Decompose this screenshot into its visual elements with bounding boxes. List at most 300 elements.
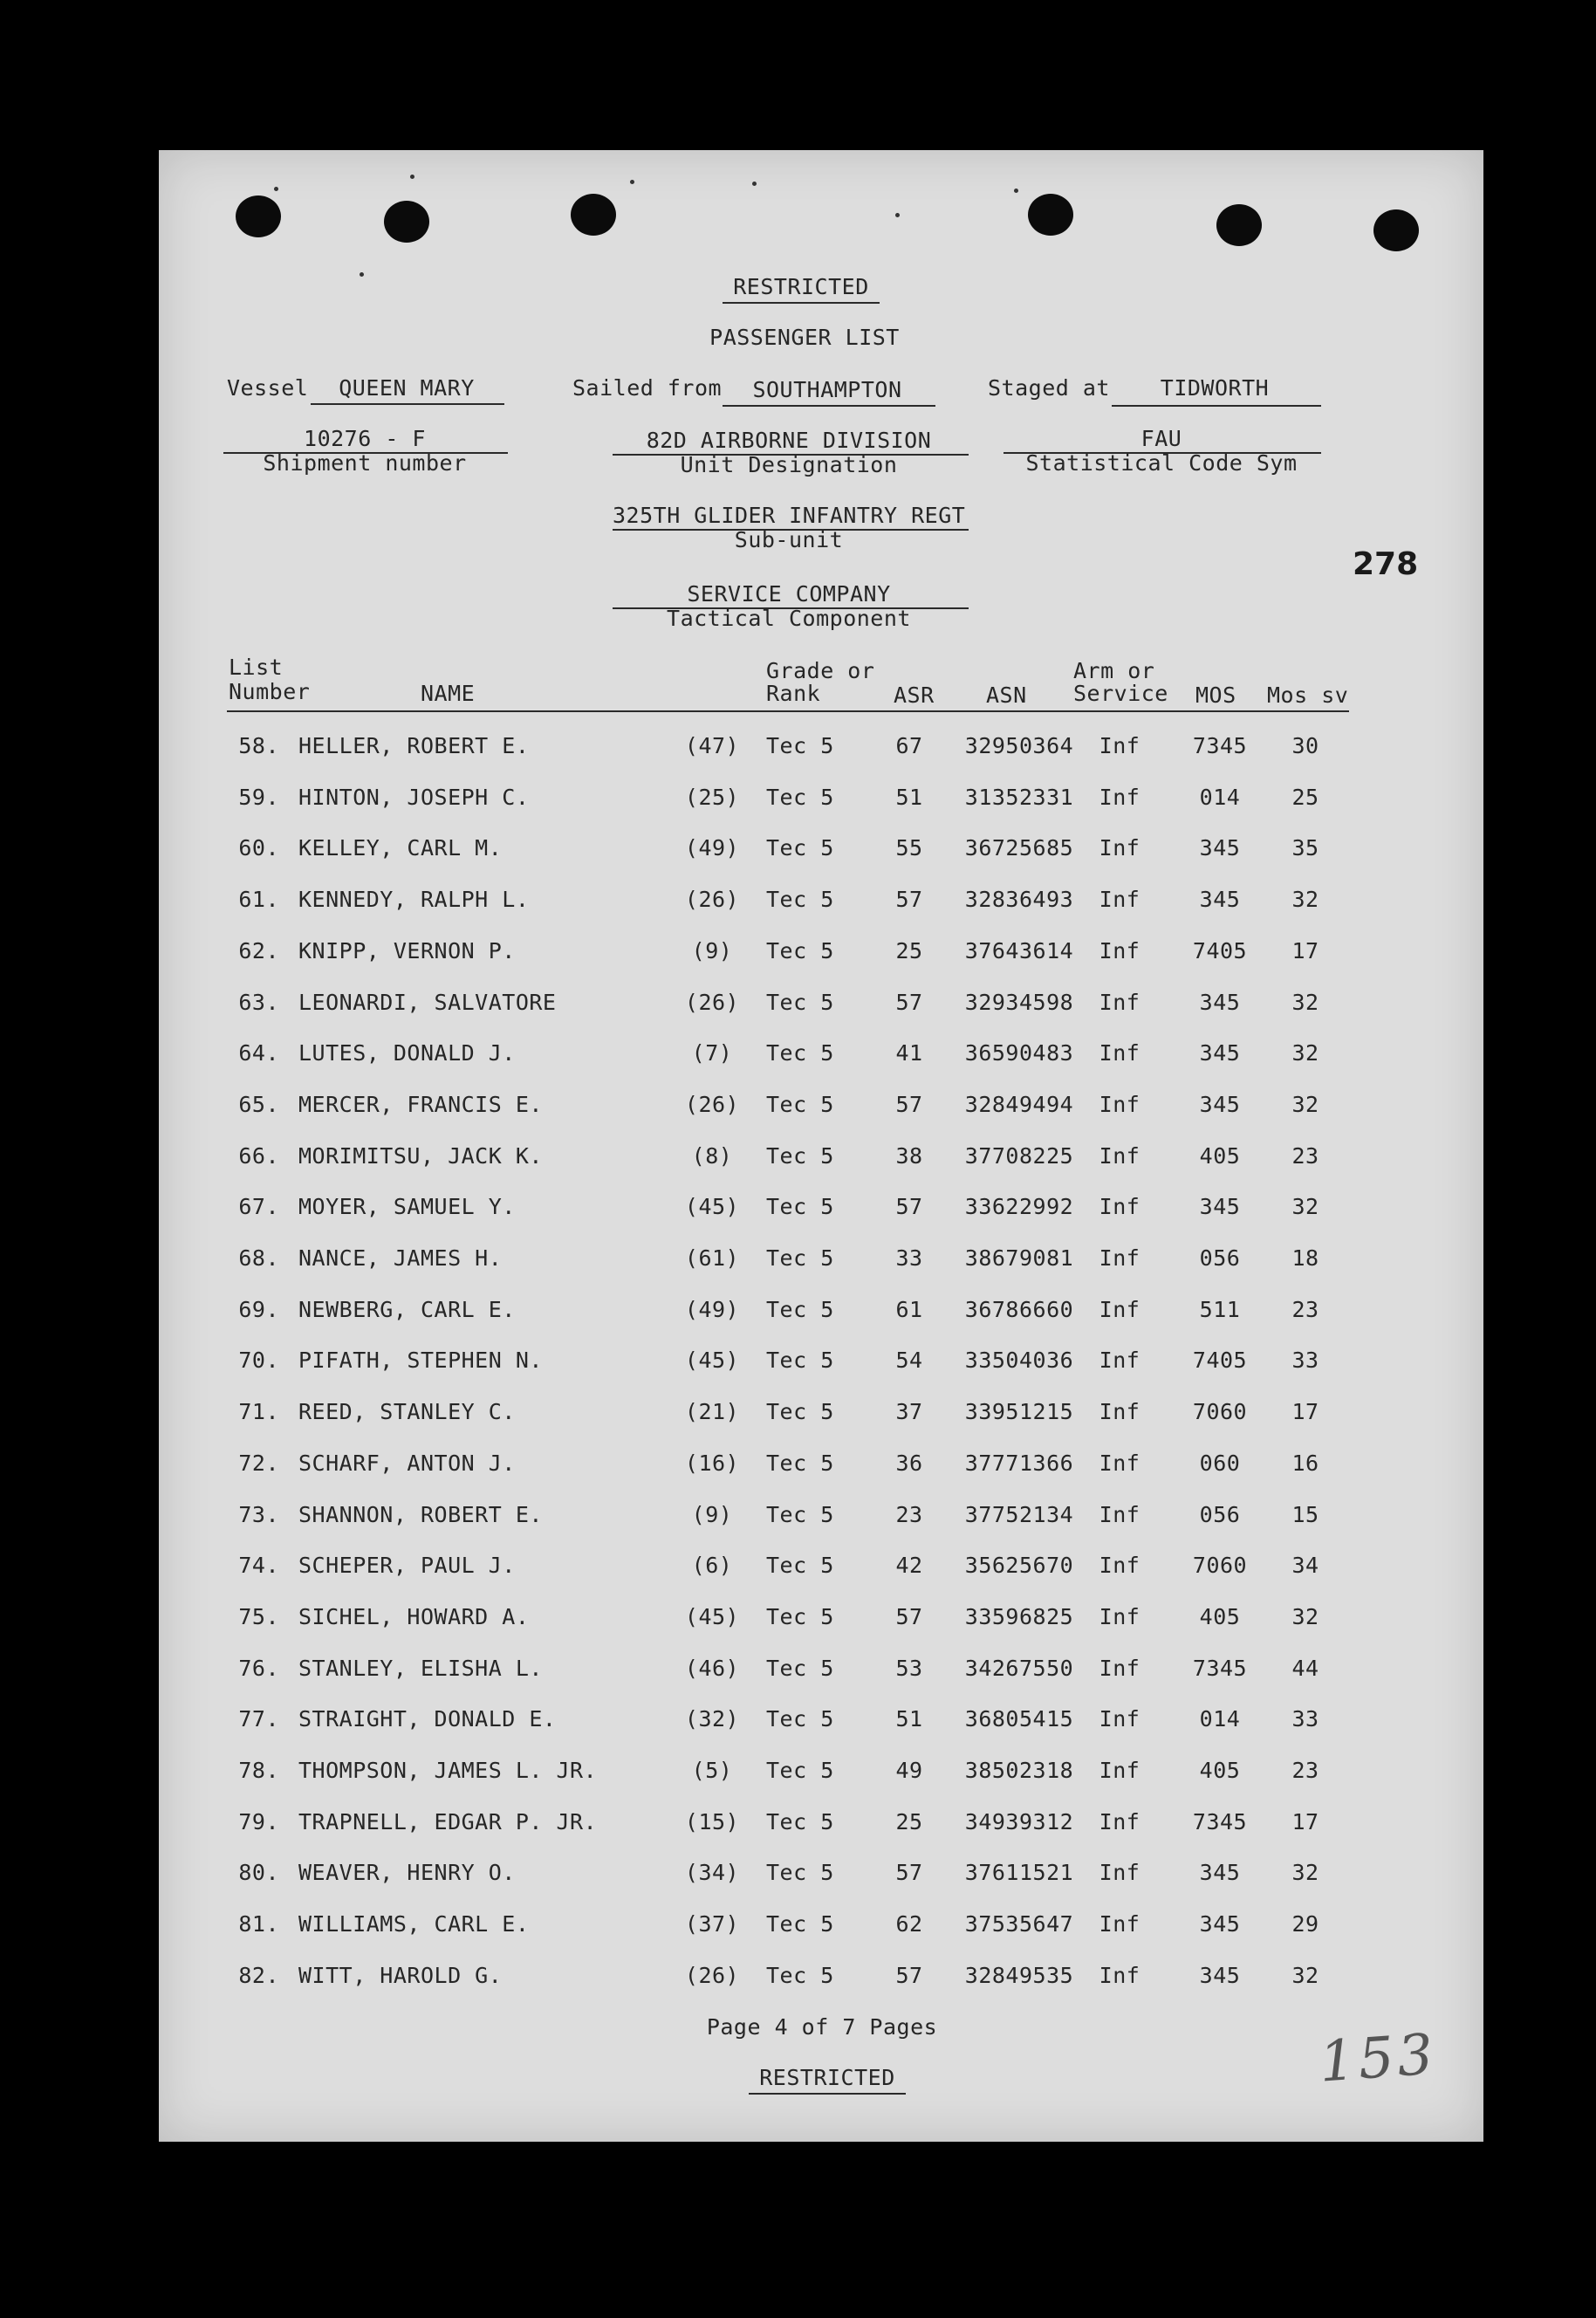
speck: [360, 272, 364, 277]
table-row: [159, 835, 1483, 886]
passenger-name: KELLEY, CARL M.: [298, 835, 503, 861]
punch-hole: [1028, 194, 1073, 236]
arm-service: Inf: [1099, 1348, 1140, 1374]
vessel-underline: [311, 403, 504, 405]
punch-hole: [1373, 209, 1419, 251]
unit-label: Unit Designation: [680, 452, 898, 477]
asr-score: 62: [895, 1911, 923, 1937]
grade-rank: Tec 5: [766, 1655, 834, 1681]
handwritten-number: 153: [1317, 2022, 1439, 2095]
mos-code: 7345: [1192, 1655, 1248, 1681]
mos-sv: 17: [1291, 937, 1319, 964]
shipment-label: Shipment number: [263, 450, 467, 476]
asr-score: 57: [895, 1962, 923, 1988]
table-row: [159, 1143, 1483, 1194]
arm-service: Inf: [1099, 1142, 1140, 1169]
asn-number: 33951215: [964, 1399, 1074, 1425]
mos-code: 405: [1199, 1758, 1241, 1783]
col-list: List: [229, 655, 284, 680]
list-number: 74.: [238, 1553, 279, 1579]
grade-rank: Tec 5: [766, 1296, 834, 1322]
table-row: [159, 1860, 1483, 1910]
mos-sv: 35: [1291, 835, 1319, 861]
passenger-name: STANLEY, ELISHA L.: [298, 1655, 543, 1681]
arm-service: Inf: [1099, 784, 1140, 810]
asn-number: 34267550: [964, 1655, 1074, 1681]
arm-service: Inf: [1099, 1706, 1140, 1732]
age-code: (37): [684, 1911, 740, 1937]
asr-score: 67: [895, 733, 923, 758]
statistical-code: FAU: [1140, 426, 1182, 451]
col-mos: MOS: [1195, 682, 1236, 708]
table-row: [159, 1194, 1483, 1245]
component-label: Tactical Component: [667, 606, 911, 631]
arm-service: Inf: [1099, 989, 1140, 1015]
col-asr: ASR: [894, 682, 935, 708]
page-title: PASSENGER LIST: [709, 325, 900, 350]
mos-code: 7405: [1192, 937, 1248, 964]
grade-rank: Tec 5: [766, 1399, 834, 1425]
grade-rank: Tec 5: [766, 1911, 834, 1937]
arm-service: Inf: [1099, 1860, 1140, 1886]
passenger-name: SHANNON, ROBERT E.: [298, 1501, 543, 1527]
asr-score: 36: [895, 1450, 923, 1476]
list-number: 62.: [238, 937, 279, 964]
table-row: [159, 1092, 1483, 1142]
mos-sv: 23: [1291, 1296, 1319, 1322]
mos-code: 060: [1199, 1450, 1241, 1476]
passenger-name: THOMPSON, JAMES L. JR.: [298, 1758, 598, 1783]
asn-number: 33596825: [964, 1603, 1074, 1629]
age-code: (6): [691, 1553, 733, 1579]
arm-service: Inf: [1099, 937, 1140, 964]
passenger-name: HELLER, ROBERT E.: [298, 733, 530, 758]
passenger-name: SICHEL, HOWARD A.: [298, 1603, 530, 1629]
asn-number: 37708225: [964, 1142, 1074, 1169]
asr-score: 38: [895, 1142, 923, 1169]
grade-rank: Tec 5: [766, 989, 834, 1015]
table-row: [159, 990, 1483, 1040]
list-number: 77.: [238, 1706, 279, 1732]
header-underline: [723, 302, 880, 304]
mos-sv: 29: [1291, 1911, 1319, 1937]
mos-sv: 32: [1291, 1860, 1319, 1886]
age-code: (26): [684, 1091, 740, 1117]
arm-service: Inf: [1099, 733, 1140, 758]
mos-code: 405: [1199, 1142, 1241, 1169]
passenger-name: WEAVER, HENRY O.: [298, 1860, 516, 1886]
arm-service: Inf: [1099, 1040, 1140, 1066]
col-rank: Rank: [766, 681, 821, 706]
age-code: (7): [691, 1040, 733, 1066]
mos-code: 345: [1199, 1911, 1241, 1937]
mos-code: 345: [1199, 1962, 1241, 1988]
grade-rank: Tec 5: [766, 1348, 834, 1374]
asn-number: 36725685: [964, 835, 1074, 861]
passenger-name: NEWBERG, CARL E.: [298, 1296, 516, 1322]
shipment-number: 10276 - F: [304, 426, 426, 451]
asn-number: 33504036: [964, 1348, 1074, 1374]
mos-sv: 17: [1291, 1808, 1319, 1835]
asr-score: 57: [895, 1860, 923, 1886]
asr-score: 57: [895, 1603, 923, 1629]
mos-sv: 15: [1291, 1501, 1319, 1527]
asn-number: 34939312: [964, 1808, 1074, 1835]
asn-number: 32836493: [964, 887, 1074, 913]
asn-number: 37752134: [964, 1501, 1074, 1527]
stamp-number: 278: [1353, 546, 1419, 582]
restricted-footer: RESTRICTED: [759, 2065, 895, 2090]
age-code: (16): [684, 1450, 740, 1476]
asr-score: 54: [895, 1348, 923, 1374]
list-number: 71.: [238, 1399, 279, 1425]
arm-service: Inf: [1099, 1091, 1140, 1117]
age-code: (45): [684, 1348, 740, 1374]
mos-sv: 30: [1291, 733, 1319, 758]
arm-service: Inf: [1099, 1911, 1140, 1937]
mos-sv: 32: [1291, 1040, 1319, 1066]
passenger-name: PIFATH, STEPHEN N.: [298, 1348, 543, 1374]
grade-rank: Tec 5: [766, 835, 834, 861]
grade-rank: Tec 5: [766, 1808, 834, 1835]
table-row: [159, 1963, 1483, 2013]
arm-service: Inf: [1099, 1962, 1140, 1988]
mos-sv: 32: [1291, 1962, 1319, 1988]
mos-code: 7405: [1192, 1348, 1248, 1374]
speck: [752, 182, 757, 186]
mos-code: 345: [1199, 1194, 1241, 1220]
age-code: (5): [691, 1758, 733, 1783]
passenger-name: SCHEPER, PAUL J.: [298, 1553, 516, 1579]
mos-code: 345: [1199, 1860, 1241, 1886]
col-asn: ASN: [986, 682, 1027, 708]
age-code: (49): [684, 835, 740, 861]
asn-number: 33622992: [964, 1194, 1074, 1220]
asr-score: 61: [895, 1296, 923, 1322]
asr-score: 25: [895, 1808, 923, 1835]
asn-number: 32849535: [964, 1962, 1074, 1988]
table-row: [159, 1297, 1483, 1348]
age-code: (45): [684, 1194, 740, 1220]
list-number: 79.: [238, 1808, 279, 1835]
vessel-label: Vessel: [227, 375, 309, 401]
table-row: [159, 1758, 1483, 1808]
grade-rank: Tec 5: [766, 1450, 834, 1476]
list-number: 81.: [238, 1911, 279, 1937]
asr-score: 23: [895, 1501, 923, 1527]
list-number: 61.: [238, 887, 279, 913]
sailed-label: Sailed from: [572, 375, 723, 401]
table-row: [159, 1502, 1483, 1553]
speck: [274, 187, 278, 191]
arm-service: Inf: [1099, 1808, 1140, 1835]
asr-score: 57: [895, 1194, 923, 1220]
speck: [410, 175, 414, 179]
mos-code: 056: [1199, 1245, 1241, 1271]
speck: [895, 213, 900, 217]
mos-code: 345: [1199, 887, 1241, 913]
table-row: [159, 938, 1483, 989]
footer-underline: [749, 2093, 906, 2095]
age-code: (32): [684, 1706, 740, 1732]
list-number: 80.: [238, 1860, 279, 1886]
grade-rank: Tec 5: [766, 733, 834, 758]
grade-rank: Tec 5: [766, 1040, 834, 1066]
asr-score: 53: [895, 1655, 923, 1681]
arm-service: Inf: [1099, 835, 1140, 861]
mos-sv: 44: [1291, 1655, 1319, 1681]
col-mos-sv: Mos sv: [1267, 682, 1349, 708]
page-footer: Page 4 of 7 Pages: [706, 2014, 938, 2040]
list-number: 58.: [238, 733, 279, 758]
passenger-name: NANCE, JAMES H.: [298, 1245, 503, 1271]
mos-code: 345: [1199, 835, 1241, 861]
table-row: [159, 1399, 1483, 1450]
arm-service: Inf: [1099, 1603, 1140, 1629]
mos-code: 405: [1199, 1603, 1241, 1629]
punch-hole: [1216, 204, 1262, 246]
age-code: (34): [684, 1860, 740, 1886]
passenger-name: WITT, HAROLD G.: [298, 1962, 503, 1988]
mos-sv: 32: [1291, 887, 1319, 913]
asr-score: 41: [895, 1040, 923, 1066]
mos-sv: 23: [1291, 1142, 1319, 1169]
mos-sv: 23: [1291, 1758, 1319, 1783]
mos-sv: 33: [1291, 1348, 1319, 1374]
grade-rank: Tec 5: [766, 1962, 834, 1988]
passenger-name: MERCER, FRANCIS E.: [298, 1091, 543, 1117]
arm-service: Inf: [1099, 1655, 1140, 1681]
asn-number: 36786660: [964, 1296, 1074, 1322]
punch-hole: [571, 194, 616, 236]
list-number: 72.: [238, 1450, 279, 1476]
passenger-name: HINTON, JOSEPH C.: [298, 784, 530, 810]
list-number: 68.: [238, 1245, 279, 1271]
table-row: [159, 1245, 1483, 1296]
mos-sv: 25: [1291, 784, 1319, 810]
grade-rank: Tec 5: [766, 1501, 834, 1527]
restricted-header: RESTRICTED: [733, 274, 869, 299]
table-row: [159, 785, 1483, 835]
list-number: 70.: [238, 1348, 279, 1374]
list-number: 60.: [238, 835, 279, 861]
list-number: 67.: [238, 1194, 279, 1220]
arm-service: Inf: [1099, 1399, 1140, 1425]
age-code: (9): [691, 937, 733, 964]
age-code: (15): [684, 1808, 740, 1835]
asn-number: 37611521: [964, 1860, 1074, 1886]
age-code: (47): [684, 733, 740, 758]
list-number: 65.: [238, 1091, 279, 1117]
passenger-name: KNIPP, VERNON P.: [298, 937, 516, 964]
passenger-name: TRAPNELL, EDGAR P. JR.: [298, 1808, 598, 1835]
sub-unit-label: Sub-unit: [734, 527, 844, 552]
mos-sv: 32: [1291, 989, 1319, 1015]
grade-rank: Tec 5: [766, 1245, 834, 1271]
arm-service: Inf: [1099, 1501, 1140, 1527]
table-row: [159, 1656, 1483, 1706]
age-code: (45): [684, 1603, 740, 1629]
speck: [630, 180, 634, 184]
grade-rank: Tec 5: [766, 1142, 834, 1169]
table-row: [159, 1604, 1483, 1655]
asr-score: 42: [895, 1553, 923, 1579]
list-number: 82.: [238, 1962, 279, 1988]
age-code: (26): [684, 887, 740, 913]
asr-score: 33: [895, 1245, 923, 1271]
age-code: (26): [684, 989, 740, 1015]
passenger-name: STRAIGHT, DONALD E.: [298, 1706, 557, 1732]
table-row: [159, 1706, 1483, 1757]
asr-score: 51: [895, 784, 923, 810]
grade-rank: Tec 5: [766, 784, 834, 810]
mos-code: 7060: [1192, 1399, 1248, 1425]
arm-service: Inf: [1099, 887, 1140, 913]
table-row: [159, 733, 1483, 784]
sub-unit: 325TH GLIDER INFANTRY REGT: [613, 503, 966, 528]
table-row: [159, 1348, 1483, 1398]
staged-value: TIDWORTH: [1160, 375, 1270, 401]
age-code: (26): [684, 1962, 740, 1988]
table-row: [159, 1040, 1483, 1091]
asr-score: 55: [895, 835, 923, 861]
arm-service: Inf: [1099, 1296, 1140, 1322]
passenger-name: MORIMITSU, JACK K.: [298, 1142, 543, 1169]
mos-code: 014: [1199, 1706, 1241, 1732]
sailed-value: SOUTHAMPTON: [752, 377, 902, 402]
col-grade: Grade or: [766, 658, 875, 683]
tactical-component: SERVICE COMPANY: [687, 581, 891, 607]
age-code: (46): [684, 1655, 740, 1681]
col-service: Service: [1073, 681, 1168, 706]
asn-number: 31352331: [964, 784, 1074, 810]
list-number: 63.: [238, 989, 279, 1015]
list-number: 59.: [238, 784, 279, 810]
asn-number: 32950364: [964, 733, 1074, 758]
punch-hole: [236, 195, 281, 237]
mos-sv: 16: [1291, 1450, 1319, 1476]
age-code: (21): [684, 1399, 740, 1425]
grade-rank: Tec 5: [766, 1091, 834, 1117]
passenger-name: REED, STANLEY C.: [298, 1399, 516, 1425]
table-row: [159, 1450, 1483, 1501]
mos-code: 7345: [1192, 733, 1248, 758]
list-number: 78.: [238, 1758, 279, 1783]
mos-sv: 33: [1291, 1706, 1319, 1732]
table-row: [159, 1809, 1483, 1860]
age-code: (8): [691, 1142, 733, 1169]
mos-sv: 32: [1291, 1603, 1319, 1629]
grade-rank: Tec 5: [766, 887, 834, 913]
asn-number: 32934598: [964, 989, 1074, 1015]
punch-hole: [384, 201, 429, 243]
asr-score: 51: [895, 1706, 923, 1732]
passenger-name: LUTES, DONALD J.: [298, 1040, 516, 1066]
mos-sv: 17: [1291, 1399, 1319, 1425]
arm-service: Inf: [1099, 1450, 1140, 1476]
arm-service: Inf: [1099, 1553, 1140, 1579]
asn-number: 35625670: [964, 1553, 1074, 1579]
list-number: 64.: [238, 1040, 279, 1066]
code-label: Statistical Code Sym: [1025, 450, 1298, 476]
list-number: 69.: [238, 1296, 279, 1322]
mos-code: 014: [1199, 784, 1241, 810]
col-number: Number: [229, 679, 311, 704]
list-number: 73.: [238, 1501, 279, 1527]
mos-code: 345: [1199, 989, 1241, 1015]
age-code: (61): [684, 1245, 740, 1271]
arm-service: Inf: [1099, 1245, 1140, 1271]
list-number: 66.: [238, 1142, 279, 1169]
header-rule: [227, 710, 1349, 712]
mos-code: 056: [1199, 1501, 1241, 1527]
mos-sv: 34: [1291, 1553, 1319, 1579]
asr-score: 25: [895, 937, 923, 964]
passenger-name: LEONARDI, SALVATORE: [298, 989, 557, 1015]
grade-rank: Tec 5: [766, 1758, 834, 1783]
asr-score: 57: [895, 989, 923, 1015]
asn-number: 37535647: [964, 1911, 1074, 1937]
grade-rank: Tec 5: [766, 1553, 834, 1579]
arm-service: Inf: [1099, 1194, 1140, 1220]
asn-number: 37643614: [964, 937, 1074, 964]
passenger-name: KENNEDY, RALPH L.: [298, 887, 530, 913]
staged-label: Staged at: [988, 375, 1110, 401]
mos-sv: 32: [1291, 1194, 1319, 1220]
passenger-name: SCHARF, ANTON J.: [298, 1450, 516, 1476]
mos-code: 345: [1199, 1091, 1241, 1117]
age-code: (9): [691, 1501, 733, 1527]
asr-score: 57: [895, 887, 923, 913]
passenger-name: WILLIAMS, CARL E.: [298, 1911, 530, 1937]
arm-service: Inf: [1099, 1758, 1140, 1783]
speck: [1014, 189, 1018, 193]
mos-code: 7345: [1192, 1808, 1248, 1835]
asn-number: 32849494: [964, 1091, 1074, 1117]
asn-number: 38679081: [964, 1245, 1074, 1271]
grade-rank: Tec 5: [766, 1860, 834, 1886]
asr-score: 37: [895, 1399, 923, 1425]
table-row: [159, 887, 1483, 937]
mos-code: 7060: [1192, 1553, 1248, 1579]
age-code: (49): [684, 1296, 740, 1322]
asn-number: 38502318: [964, 1758, 1074, 1783]
asr-score: 57: [895, 1091, 923, 1117]
grade-rank: Tec 5: [766, 1706, 834, 1732]
mos-sv: 18: [1291, 1245, 1319, 1271]
document-page: [159, 150, 1483, 2142]
grade-rank: Tec 5: [766, 937, 834, 964]
vessel-value: QUEEN MARY: [339, 375, 475, 401]
table-row: [159, 1553, 1483, 1603]
list-number: 75.: [238, 1603, 279, 1629]
asn-number: 37771366: [964, 1450, 1074, 1476]
asr-score: 49: [895, 1758, 923, 1783]
col-name: NAME: [421, 681, 476, 706]
unit-designation: 82D AIRBORNE DIVISION: [646, 428, 932, 453]
list-number: 76.: [238, 1655, 279, 1681]
col-arm: Arm or: [1073, 658, 1155, 683]
passenger-name: MOYER, SAMUEL Y.: [298, 1194, 516, 1220]
grade-rank: Tec 5: [766, 1194, 834, 1220]
sailed-underline: [723, 405, 935, 407]
asn-number: 36590483: [964, 1040, 1074, 1066]
mos-code: 345: [1199, 1040, 1241, 1066]
age-code: (25): [684, 784, 740, 810]
grade-rank: Tec 5: [766, 1603, 834, 1629]
mos-sv: 32: [1291, 1091, 1319, 1117]
table-row: [159, 1911, 1483, 1962]
